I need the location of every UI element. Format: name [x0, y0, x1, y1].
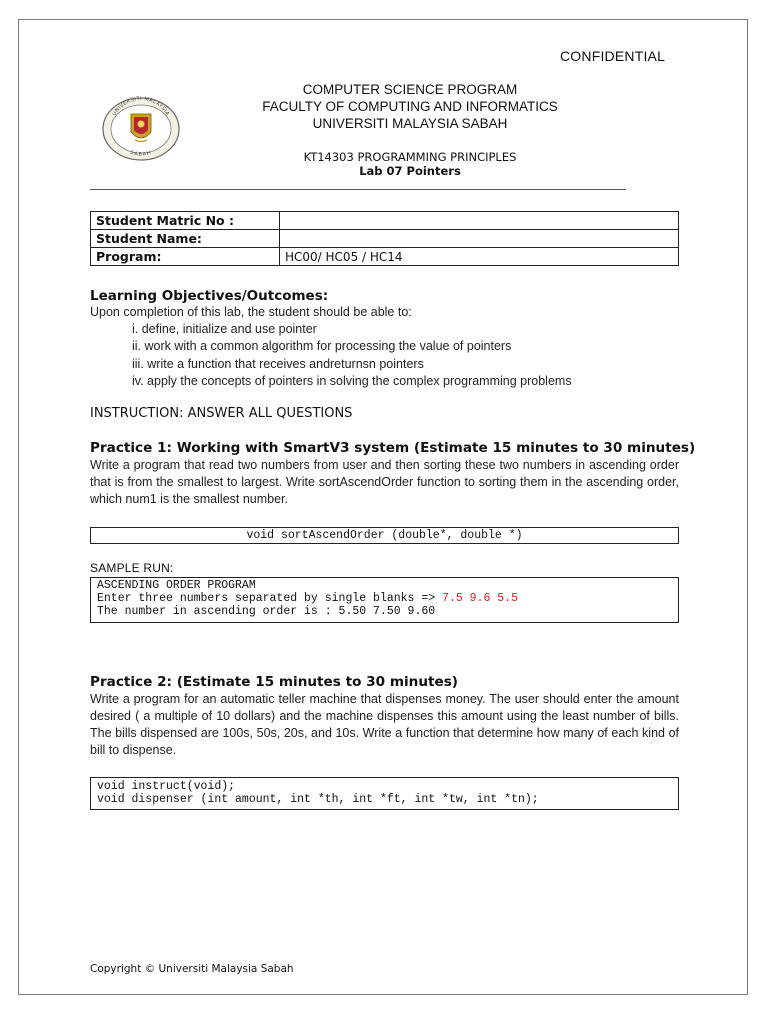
- table-row: [91, 248, 679, 266]
- name-label: Student Name:: [91, 230, 280, 248]
- list-item: iv. apply the concepts of pointers in solving the complex programming problems: [132, 373, 572, 388]
- lab-title: Lab 07 Pointers: [359, 164, 461, 178]
- svg-text:UNIVERSITI MALAYSIA: UNIVERSITI MALAYSIA: [111, 96, 171, 118]
- sample-line-3: The number in ascending order is : 5.50 7.50 9.60: [97, 605, 436, 618]
- svg-text:SABAH: SABAH: [129, 149, 153, 158]
- name-value[interactable]: [280, 230, 679, 248]
- matric-value[interactable]: [280, 212, 679, 230]
- practice2-code: [90, 777, 679, 810]
- sample-line-2: [97, 592, 672, 605]
- program-value[interactable]: HC00/ HC05 / HC14: [280, 248, 679, 266]
- sample-user-input: 7.5 9.6 5.5: [442, 592, 518, 605]
- list-item: ii. work with a common algorithm for processing the value of pointers: [132, 339, 512, 354]
- sample-line-1: ASCENDING ORDER PROGRAM: [97, 579, 256, 592]
- sample-run-label: SAMPLE RUN:: [90, 561, 174, 575]
- copyright-footer: Copyright © Universiti Malaysia Sabah: [90, 963, 294, 975]
- practice2-title: Practice 2: (Estimate 15 minutes to 30 minutes): [90, 674, 459, 690]
- header-divider: [90, 189, 626, 190]
- course-header: [180, 150, 640, 178]
- confidential-label: CONFIDENTIAL: [560, 48, 666, 64]
- matric-label: Student Matric No :: [91, 212, 280, 230]
- sample-run-output: [90, 577, 679, 623]
- practice1-prototype: void sortAscendOrder (double*, double *): [90, 527, 679, 544]
- course-title: KT14303 PROGRAMMING PRINCIPLES: [303, 150, 517, 164]
- list-item: iii. write a function that receives andreturnsn pointers: [132, 356, 424, 371]
- instruction-heading: INSTRUCTION: ANSWER ALL QUESTIONS: [90, 406, 353, 421]
- program-label: Program:: [91, 248, 280, 266]
- practice1-body: Write a program that read two numbers from user and then sorting these two numbers in ascending order that is from the smallest to largest. Write sortAscendOrder function to sorting them in the ascending order, which num1 is the smallest number.: [90, 458, 679, 506]
- practice1-title: Practice 1: Working with SmartV3 system (Estimate 15 minutes to 30 minutes): [90, 440, 696, 456]
- program-title: COMPUTER SCIENCE PROGRAM: [302, 82, 518, 97]
- document-header: [180, 81, 640, 132]
- objectives-title: Learning Objectives/Outcomes:: [90, 288, 329, 304]
- code-line-1: void instruct(void);: [97, 780, 236, 793]
- faculty-title: FACULTY OF COMPUTING AND INFORMATICS: [262, 99, 558, 114]
- university-seal-logo: [100, 96, 182, 162]
- practice2-body: Write a program for an automatic teller machine that dispenses money. The user should enter the amount desired ( a multiple of 10 dollars) and the machine dispenses this amount using the least number of bills. The bills dispensed are 100s, 50s, 20s, and 10s. Write a function that determine how many of each kind of bill to dispense.: [90, 692, 679, 757]
- university-title: UNIVERSITI MALAYSIA SABAH: [312, 116, 508, 131]
- objectives-intro: Upon completion of this lab, the student should be able to:: [90, 305, 412, 319]
- sample-prompt: Enter three numbers separated by single blanks =>: [97, 592, 443, 605]
- table-row: [91, 212, 679, 230]
- list-item: i. define, initialize and use pointer: [132, 322, 317, 336]
- table-row: [91, 230, 679, 248]
- objectives-list: [132, 321, 572, 390]
- student-info-table: [90, 211, 679, 266]
- code-line-2: void dispenser (int amount, int *th, int *ft, int *tw, int *tn);: [97, 793, 539, 806]
